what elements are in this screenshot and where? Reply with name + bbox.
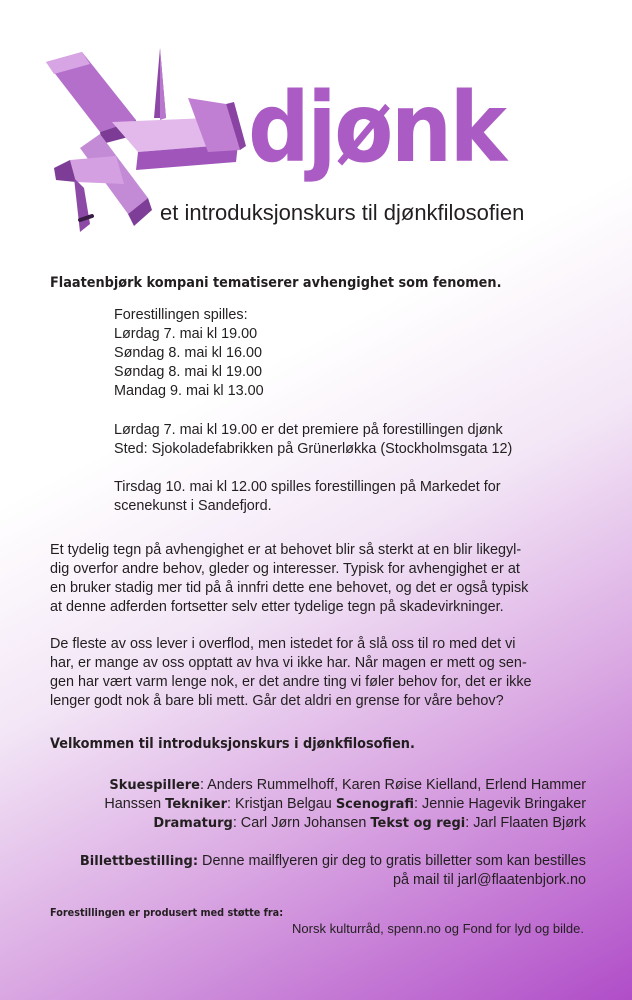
schedule-date: Mandag 9. mai kl 13.00	[114, 383, 264, 399]
credits-block	[50, 776, 586, 833]
support-text: Norsk kulturråd, spenn.no og Fond for lyd og bilde.	[292, 921, 584, 936]
booking-block	[50, 852, 586, 890]
actors-names-cont: Hanssen	[104, 796, 166, 812]
direction-name: : Jarl Flaaten Bjørk	[465, 815, 586, 831]
actors-label: Skuespillere	[109, 778, 200, 793]
booking-line	[50, 852, 586, 871]
paragraph-line: at denne adferden fortsetter selv etter tydelige tegn på skadevirkninger.	[50, 599, 504, 615]
dramaturg-name: : Carl Jørn Johansen	[232, 815, 371, 831]
paragraph-line: har, er mange av oss opptatt av hva vi ikke har. Når magen er mett og sen-	[50, 655, 527, 671]
credits-line-tech	[50, 795, 586, 814]
tech-name: : Kristjan Belgau	[227, 796, 336, 812]
paragraph-line: gen har vært varm lenge nok, er det andre ting vi føler behov for, det er ikke	[50, 674, 532, 690]
intro-heading: Flaatenbjørk kompani tematiserer avhengighet som fenomen.	[50, 275, 502, 291]
schedule-date: Søndag 8. mai kl 19.00	[114, 364, 262, 380]
schedule-title: Forestillingen spilles:	[114, 307, 248, 323]
premiere-line: Lørdag 7. mai kl 19.00 er det premiere på forestillingen djønk	[114, 422, 503, 438]
booking-text: Denne mailflyeren gir deg to gratis billetter som kan bestilles	[198, 853, 586, 869]
paragraph-line: Et tydelig tegn på avhengighet er at behovet blir så sterkt at en blir likegyl-	[50, 542, 522, 558]
paragraph-line: De fleste av oss lever i overflod, men istedet for å slå oss til ro med det vi	[50, 636, 516, 652]
booking-email-line: på mail til jarl@flaatenbjork.no	[393, 872, 586, 888]
schedule-block	[114, 306, 594, 401]
actors-names: : Anders Rummelhoff, Karen Røise Kielland, Erlend Hammer	[199, 777, 586, 793]
scenography-name: : Jennie Hagevik Bringaker	[414, 796, 586, 812]
dramaturg-label: Dramaturg	[153, 816, 233, 831]
paragraph-line: en bruker stadig mer tid på å innfri dette ene behovet, og det er også typisk	[50, 580, 529, 596]
direction-label: Tekst og regi	[370, 816, 466, 831]
tour-line: scenekunst i Sandefjord.	[114, 498, 272, 514]
schedule-date: Lørdag 7. mai kl 19.00	[114, 326, 258, 342]
tour-block	[114, 478, 594, 516]
paragraph-line: dig overfor andre behov, gleder og interesser. Typisk for avhengighet er at	[50, 561, 520, 577]
credits-line-actors	[50, 776, 586, 795]
tech-label: Tekniker	[165, 797, 228, 812]
tour-line: Tirsdag 10. mai kl 12.00 spilles forestillingen på Markedet for	[114, 479, 501, 495]
paragraph-abundance	[50, 635, 592, 711]
welcome-heading: Velkommen til introduksjonskurs i djønkfilosofien.	[50, 736, 415, 752]
scenography-label: Scenografi	[335, 797, 415, 812]
paragraph-line: lenger godt nok å bare bli mett. Går det aldri en grense for våre behov?	[50, 693, 504, 709]
booking-label: Billettbestilling:	[79, 854, 199, 869]
venue-line: Sted: Sjokoladefabrikken på Grünerløkka (Stockholmsgata 12)	[114, 441, 513, 457]
schedule-date: Søndag 8. mai kl 16.00	[114, 345, 262, 361]
premiere-block	[114, 421, 594, 459]
paragraph-addiction	[50, 541, 592, 617]
brand-title: djønk	[248, 72, 505, 184]
support-heading: Forestillingen er produsert med støtte fra:	[50, 906, 284, 919]
tagline: et introduksjonskurs til djønkfilosofien	[160, 200, 525, 225]
credits-line-dramaturg	[50, 814, 586, 833]
